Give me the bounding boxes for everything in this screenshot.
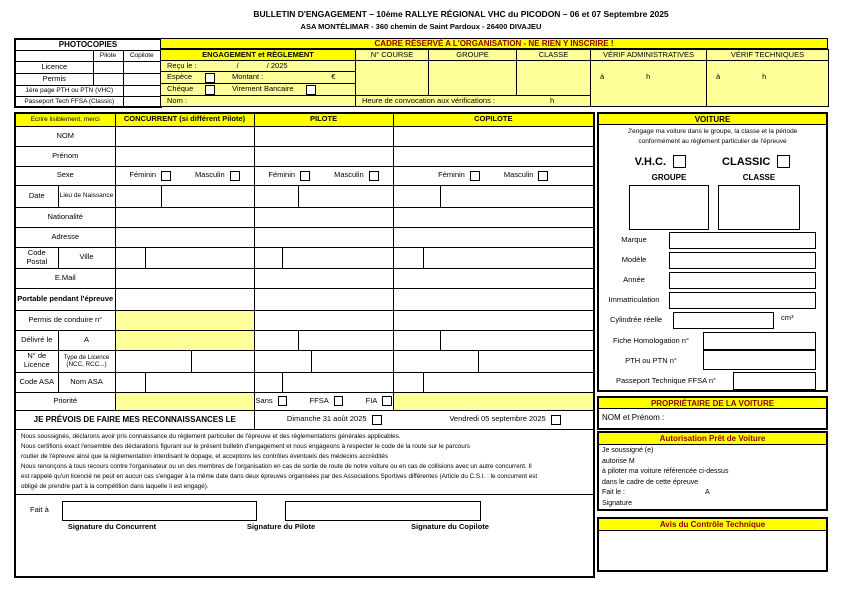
prenom-copilote-input[interactable] bbox=[393, 146, 594, 166]
email-concurrent-input[interactable] bbox=[115, 268, 254, 288]
masculin-checkbox[interactable] bbox=[538, 171, 548, 181]
num-licence-concurrent-input[interactable] bbox=[115, 350, 191, 372]
verif-tech-a: à bbox=[716, 72, 721, 81]
cm3-unit: cm³ bbox=[781, 313, 794, 322]
marque-label: Marque bbox=[621, 235, 647, 244]
permis-conduire-label: Permis de conduire n° bbox=[15, 310, 115, 330]
type-licence-copilote-input[interactable] bbox=[478, 350, 594, 372]
sexe-options-concurrent bbox=[115, 166, 254, 185]
fait-a-label: Fait à bbox=[30, 504, 49, 514]
pth-ptn-label: PTH ou PTN n° bbox=[625, 356, 677, 365]
ville-concurrent-input[interactable] bbox=[145, 247, 254, 268]
adresse-pilote-input[interactable] bbox=[254, 227, 393, 247]
autorisation-fait-le-label: Fait le : bbox=[602, 489, 625, 496]
cheque-checkbox[interactable] bbox=[205, 85, 215, 95]
cheque-label: Chéque bbox=[167, 84, 194, 94]
code-asa-copilote-input[interactable] bbox=[393, 372, 423, 392]
date-concurrent-input[interactable] bbox=[115, 185, 161, 207]
cp-concurrent-input[interactable] bbox=[115, 247, 145, 268]
marque-input[interactable] bbox=[669, 232, 816, 249]
code-asa-concurrent-input[interactable] bbox=[115, 372, 145, 392]
prenom-label: Prénom bbox=[15, 146, 115, 166]
passeport-ffsa-label: Passeport Technique FFSA n° bbox=[615, 376, 716, 385]
adresse-concurrent-input[interactable] bbox=[115, 227, 254, 247]
avis-title: Avis du Contrôle Technique bbox=[599, 519, 826, 531]
col-groupe: GROUPE bbox=[429, 50, 517, 61]
legal-declaration bbox=[15, 429, 594, 494]
cylindree-label: Cylindrée réelle bbox=[609, 315, 663, 324]
heure-convocation-label: Heure de convocation aux vérifications : bbox=[362, 95, 495, 105]
groupe-input[interactable] bbox=[629, 185, 709, 230]
legal-line: est rappelé qu'un licencié ne peut en aucun cas s'engager à la même date dans deux épreuves organisées par des Associations Sportives différentes (Article du C.S.I. : le concurrent est bbox=[21, 472, 538, 480]
proprietaire-nom-input[interactable] bbox=[599, 409, 826, 426]
pilote-header: PILOTE bbox=[254, 113, 393, 126]
montant-label: Montant : bbox=[232, 72, 264, 82]
lieu-copilote-input[interactable] bbox=[440, 185, 594, 207]
form-title: BULLETIN D'ENGAGEMENT – 10ème RALLYE RÉGIONAL VHC du PICODON – 06 et 07 Septembre 2025 bbox=[253, 9, 669, 19]
delivre-a-label: A bbox=[58, 330, 115, 350]
prenom-pilote-input[interactable] bbox=[254, 146, 393, 166]
date-label: Date bbox=[15, 185, 58, 207]
col-verif-admin: VÉRIF ADMINISTRATIVES bbox=[591, 50, 707, 61]
code-postal-label: Code Postal bbox=[15, 247, 58, 268]
ville-pilote-input[interactable] bbox=[282, 247, 393, 268]
autorisation-text bbox=[599, 445, 826, 510]
autorisation-line: Je soussigné (e) bbox=[602, 447, 654, 454]
signature-concurrent-label: Signature du Concurrent bbox=[67, 521, 157, 531]
nom-label: NOM bbox=[15, 126, 115, 146]
nationalite-label: Nationalité bbox=[15, 207, 115, 227]
lieu-naissance-label: Lieu de Naissance bbox=[58, 185, 115, 207]
prenom-concurrent-input[interactable] bbox=[115, 146, 254, 166]
cadre-reserve-banner: CADRE RÉSERVÉ A L'ORGANISATION - NE RIEN Y INSCRIRE ! bbox=[160, 38, 828, 49]
email-pilote-input[interactable] bbox=[254, 268, 393, 288]
nom-recu-label: Nom : bbox=[167, 95, 188, 105]
annee-label: Année bbox=[623, 275, 645, 284]
feminin-checkbox[interactable] bbox=[161, 171, 171, 181]
annee-input[interactable] bbox=[669, 272, 816, 289]
autorisation-fait-le-row[interactable] bbox=[602, 488, 823, 499]
delivre-lieu-copilote-input[interactable] bbox=[440, 330, 594, 350]
permis-pilote-cell[interactable] bbox=[93, 73, 123, 85]
pth-ptn-input[interactable] bbox=[703, 350, 816, 370]
masculin-checkbox[interactable] bbox=[230, 171, 240, 181]
ville-copilote-input[interactable] bbox=[423, 247, 594, 268]
legal-line: obligé de prendre part à la compétition dans laquelle il est engagé). bbox=[21, 482, 209, 490]
priorite-pilote-options bbox=[254, 392, 393, 410]
espece-row bbox=[161, 72, 356, 84]
verif-tech-h: h bbox=[762, 72, 767, 81]
lieu-signature-input[interactable] bbox=[285, 501, 481, 521]
voiture-title: VOITURE bbox=[599, 114, 826, 125]
classe-cell[interactable] bbox=[517, 61, 591, 96]
masculin-label: Masculin bbox=[503, 170, 534, 180]
permis-concurrent-cell bbox=[115, 310, 254, 330]
masculin-label: Masculin bbox=[334, 170, 364, 180]
vhc-checkbox[interactable] bbox=[673, 155, 686, 168]
photocopies-title: PHOTOCOPIES bbox=[15, 39, 161, 50]
autorisation-line: dans le cadre de cette épreuve bbox=[602, 478, 699, 486]
nationalite-concurrent-input[interactable] bbox=[115, 207, 254, 227]
classic-label: CLASSIC bbox=[722, 155, 771, 168]
num-course-cell[interactable] bbox=[356, 61, 429, 96]
autorisation-section bbox=[597, 431, 828, 511]
passeport-cell[interactable] bbox=[123, 96, 161, 107]
autorisation-a-label: A bbox=[704, 489, 710, 496]
email-label: E.Mail bbox=[15, 268, 115, 288]
ffsa-label: FFSA bbox=[309, 395, 329, 405]
fiche-homologation-label: Fiche Homologation n° bbox=[613, 336, 689, 345]
sexe-options-copilote bbox=[393, 166, 594, 185]
signature-pilote-label: Signature du Pilote bbox=[246, 521, 316, 531]
num-licence-label: N° de Licence bbox=[15, 350, 58, 372]
nationalite-copilote-input[interactable] bbox=[393, 207, 594, 227]
code-asa-pilote-input[interactable] bbox=[254, 372, 282, 392]
voiture-note bbox=[599, 125, 826, 147]
code-asa-label: Code ASA bbox=[15, 372, 58, 392]
ville-label: Ville bbox=[58, 247, 115, 268]
verif-admin-a: à bbox=[600, 72, 605, 81]
modele-input[interactable] bbox=[669, 252, 816, 269]
priorite-copilote-cell bbox=[393, 392, 594, 410]
proprietaire-nom-label: NOM et Prénom : bbox=[602, 413, 665, 422]
vhc-classic-row bbox=[599, 155, 826, 168]
nom-pilote-input[interactable] bbox=[254, 126, 393, 146]
delivre-lieu-pilote-input[interactable] bbox=[298, 330, 393, 350]
cp-copilote-input[interactable] bbox=[393, 247, 423, 268]
main-form-table bbox=[14, 112, 595, 578]
num-licence-pilote-input[interactable] bbox=[254, 350, 311, 372]
nom-asa-label: Nom ASA bbox=[58, 372, 115, 392]
virement-label: Virement Bancaire bbox=[232, 84, 294, 94]
adresse-copilote-input[interactable] bbox=[393, 227, 594, 247]
legal-line: Nous renonçons à tous recours contre l'organisateur ou un des membres de l'organisation en cas de sortie de route de notre voiture ou en cas de collisions avec un autre concurrent. Il bbox=[21, 462, 532, 470]
portable-copilote-input[interactable] bbox=[393, 288, 594, 310]
lieu-pilote-input[interactable] bbox=[298, 185, 393, 207]
delivre-concurrent-cell bbox=[115, 330, 254, 350]
photocopies-row-licence: Licence bbox=[15, 61, 93, 73]
avis-input-area[interactable] bbox=[599, 531, 826, 571]
sans-label: Sans bbox=[255, 395, 273, 405]
permis-pilote-input[interactable] bbox=[254, 310, 393, 330]
verif-tech-cell[interactable] bbox=[707, 61, 829, 107]
portable-pilote-input[interactable] bbox=[254, 288, 393, 310]
autorisation-signature-label[interactable]: Signature bbox=[602, 499, 632, 507]
fia-label: FIA bbox=[365, 395, 378, 405]
vhc-label: V.H.C. bbox=[634, 155, 667, 168]
signature-copilote-label: Signature du Copilote bbox=[411, 521, 489, 531]
feminin-label: Féminin bbox=[268, 170, 296, 180]
organisation-table bbox=[355, 49, 829, 107]
immatriculation-input[interactable] bbox=[669, 292, 816, 309]
groupe-cell[interactable] bbox=[429, 61, 517, 96]
licence-copilote-cell[interactable] bbox=[123, 61, 161, 73]
priorite-label: Priorité bbox=[15, 392, 115, 410]
fia-checkbox[interactable] bbox=[382, 396, 391, 406]
groupe-label: GROUPE bbox=[651, 173, 687, 182]
virement-checkbox[interactable] bbox=[306, 85, 316, 95]
classe-label: CLASSE bbox=[742, 173, 776, 182]
delivre-le-label: Délivré le bbox=[15, 330, 58, 350]
recu-le-row[interactable] bbox=[161, 61, 356, 72]
autorisation-title: Autorisation Prêt de Voiture bbox=[599, 433, 826, 445]
engagement-table bbox=[160, 49, 356, 107]
feminin-checkbox[interactable] bbox=[470, 171, 480, 181]
pth-cell[interactable] bbox=[123, 85, 161, 96]
date-slash-2: / 2025 bbox=[266, 60, 288, 70]
copilote-header: COPILOTE bbox=[393, 113, 594, 126]
masculin-label: Masculin bbox=[195, 170, 225, 180]
masculin-checkbox[interactable] bbox=[369, 171, 379, 181]
col-verif-tech: VÉRIF TECHNIQUES bbox=[707, 50, 829, 61]
photocopies-row-permis: Permis bbox=[15, 73, 93, 85]
euro-sign: € bbox=[331, 72, 336, 82]
form-subtitle: ASA MONTÉLIMAR - 360 chemin de Saint Pardoux - 26400 DIVAJEU bbox=[300, 22, 542, 31]
reco-date1-label: Dimanche 31 août 2025 bbox=[286, 414, 367, 424]
photocopies-row-passeport: Passeport Tech FFSA (Classic) bbox=[15, 96, 123, 107]
sexe-options-pilote bbox=[254, 166, 393, 185]
date-pilote-input[interactable] bbox=[254, 185, 298, 207]
col-num-course: N° COURSE bbox=[356, 50, 429, 61]
col-classe: CLASSE bbox=[517, 50, 591, 61]
avis-section bbox=[597, 517, 828, 572]
proprietaire-title: PROPRIÉTAIRE DE LA VOITURE bbox=[599, 398, 826, 409]
classe-input[interactable] bbox=[718, 185, 800, 230]
immatriculation-label: Immatriculation bbox=[608, 295, 660, 304]
photocopies-col-pilote: Pilote bbox=[93, 50, 123, 61]
photocopies-row-pth: 1ère page PTH ou PTN (VHC) bbox=[15, 85, 123, 96]
reco-date2-label: Vendredi 05 septembre 2025 bbox=[449, 414, 546, 424]
photocopies-empty-cell bbox=[15, 50, 93, 61]
email-copilote-input[interactable] bbox=[393, 268, 594, 288]
nom-copilote-input[interactable] bbox=[393, 126, 594, 146]
priorite-concurrent-cell bbox=[115, 392, 254, 410]
nom-recu-row[interactable] bbox=[161, 96, 356, 107]
date-slash-1: / bbox=[236, 60, 239, 70]
nom-concurrent-input[interactable] bbox=[115, 126, 254, 146]
ffsa-checkbox[interactable] bbox=[334, 396, 343, 406]
feminin-label: Féminin bbox=[129, 170, 157, 180]
sans-checkbox[interactable] bbox=[278, 396, 287, 406]
write-legibly-note: Ecrire lisiblement, merci bbox=[15, 113, 115, 126]
signature-area bbox=[15, 494, 594, 577]
legal-line: routier de l'épreuve ainsi que la réglementation interdisant le dopage, et acceptons les contrôles éventuels des médecins accrédités bbox=[21, 452, 388, 460]
voiture-note-line1: J'engage ma voiture dans le groupe, la classe et la période bbox=[627, 128, 798, 135]
heure-convocation-row[interactable] bbox=[356, 96, 591, 107]
num-licence-copilote-input[interactable] bbox=[393, 350, 478, 372]
type-licence-concurrent-input[interactable] bbox=[191, 350, 254, 372]
feminin-checkbox[interactable] bbox=[300, 171, 310, 181]
fait-a-input[interactable] bbox=[62, 501, 257, 521]
reconnaissances-label: JE PRÉVOIS DE FAIRE MES RECONNAISSANCES LE bbox=[15, 410, 254, 429]
nom-asa-pilote-input[interactable] bbox=[282, 372, 393, 392]
nom-asa-concurrent-input[interactable] bbox=[145, 372, 254, 392]
classic-checkbox[interactable] bbox=[777, 155, 790, 168]
concurrent-header: CONCURRENT (si différent Pilote) bbox=[115, 113, 254, 126]
fiche-homologation-input[interactable] bbox=[703, 332, 816, 350]
portable-concurrent-input[interactable] bbox=[115, 288, 254, 310]
voiture-section bbox=[597, 112, 828, 392]
licence-pilote-cell[interactable] bbox=[93, 61, 123, 73]
reco-date1-checkbox[interactable] bbox=[372, 415, 382, 425]
heure-convocation-h: h bbox=[550, 95, 555, 105]
type-licence-label: Type de Licence (NCC, RCC...) bbox=[58, 350, 115, 372]
legal-line: Nous soussignés, déclarons avoir pris connaissance du règlement particulier de l'épreuve et des réglementations générales applicables. bbox=[21, 432, 401, 440]
portable-label: Portable pendant l'épreuve bbox=[15, 288, 115, 310]
cylindree-input[interactable] bbox=[673, 312, 774, 329]
lieu-concurrent-input[interactable] bbox=[161, 185, 254, 207]
nationalite-pilote-input[interactable] bbox=[254, 207, 393, 227]
cp-pilote-input[interactable] bbox=[254, 247, 282, 268]
photocopies-table bbox=[14, 38, 162, 108]
verif-admin-cell[interactable] bbox=[591, 61, 707, 107]
espece-checkbox[interactable] bbox=[205, 73, 215, 83]
modele-label: Modèle bbox=[621, 255, 647, 264]
nom-asa-copilote-input[interactable] bbox=[423, 372, 594, 392]
adresse-label: Adresse bbox=[15, 227, 115, 247]
permis-copilote-input[interactable] bbox=[393, 310, 594, 330]
feminin-label: Féminin bbox=[438, 170, 465, 180]
type-licence-pilote-input[interactable] bbox=[311, 350, 393, 372]
reco-date2-checkbox[interactable] bbox=[551, 415, 561, 425]
delivre-date-copilote-input[interactable] bbox=[393, 330, 440, 350]
autorisation-line[interactable]: autorise M bbox=[602, 457, 635, 465]
reconnaissances-options bbox=[254, 410, 594, 429]
verif-admin-h: h bbox=[646, 72, 651, 81]
espece-label: Espèce bbox=[167, 72, 193, 82]
recu-le-label: Reçu le : bbox=[167, 60, 197, 70]
permis-copilote-cell[interactable] bbox=[123, 73, 161, 85]
cheque-row bbox=[161, 84, 356, 96]
sexe-label: Sexe bbox=[15, 166, 115, 185]
date-copilote-input[interactable] bbox=[393, 185, 440, 207]
proprietaire-section bbox=[597, 396, 828, 430]
engagement-title: ENGAGEMENT et RÈGLEMENT bbox=[161, 50, 356, 61]
legal-line: Nous certifions exact l'ensemble des déclarations figurant sur le présent bulletin d'engagement et nous engageons à respecter le code de la route sur le parcours bbox=[21, 442, 471, 450]
delivre-date-pilote-input[interactable] bbox=[254, 330, 298, 350]
autorisation-line: à piloter ma voiture référencée ci-dessus bbox=[602, 468, 729, 475]
passeport-ffsa-input[interactable] bbox=[733, 372, 816, 390]
photocopies-col-copilote: Copilote bbox=[123, 50, 161, 61]
voiture-note-line2: conformément au règlement particulier de l'épreuve bbox=[638, 138, 787, 146]
